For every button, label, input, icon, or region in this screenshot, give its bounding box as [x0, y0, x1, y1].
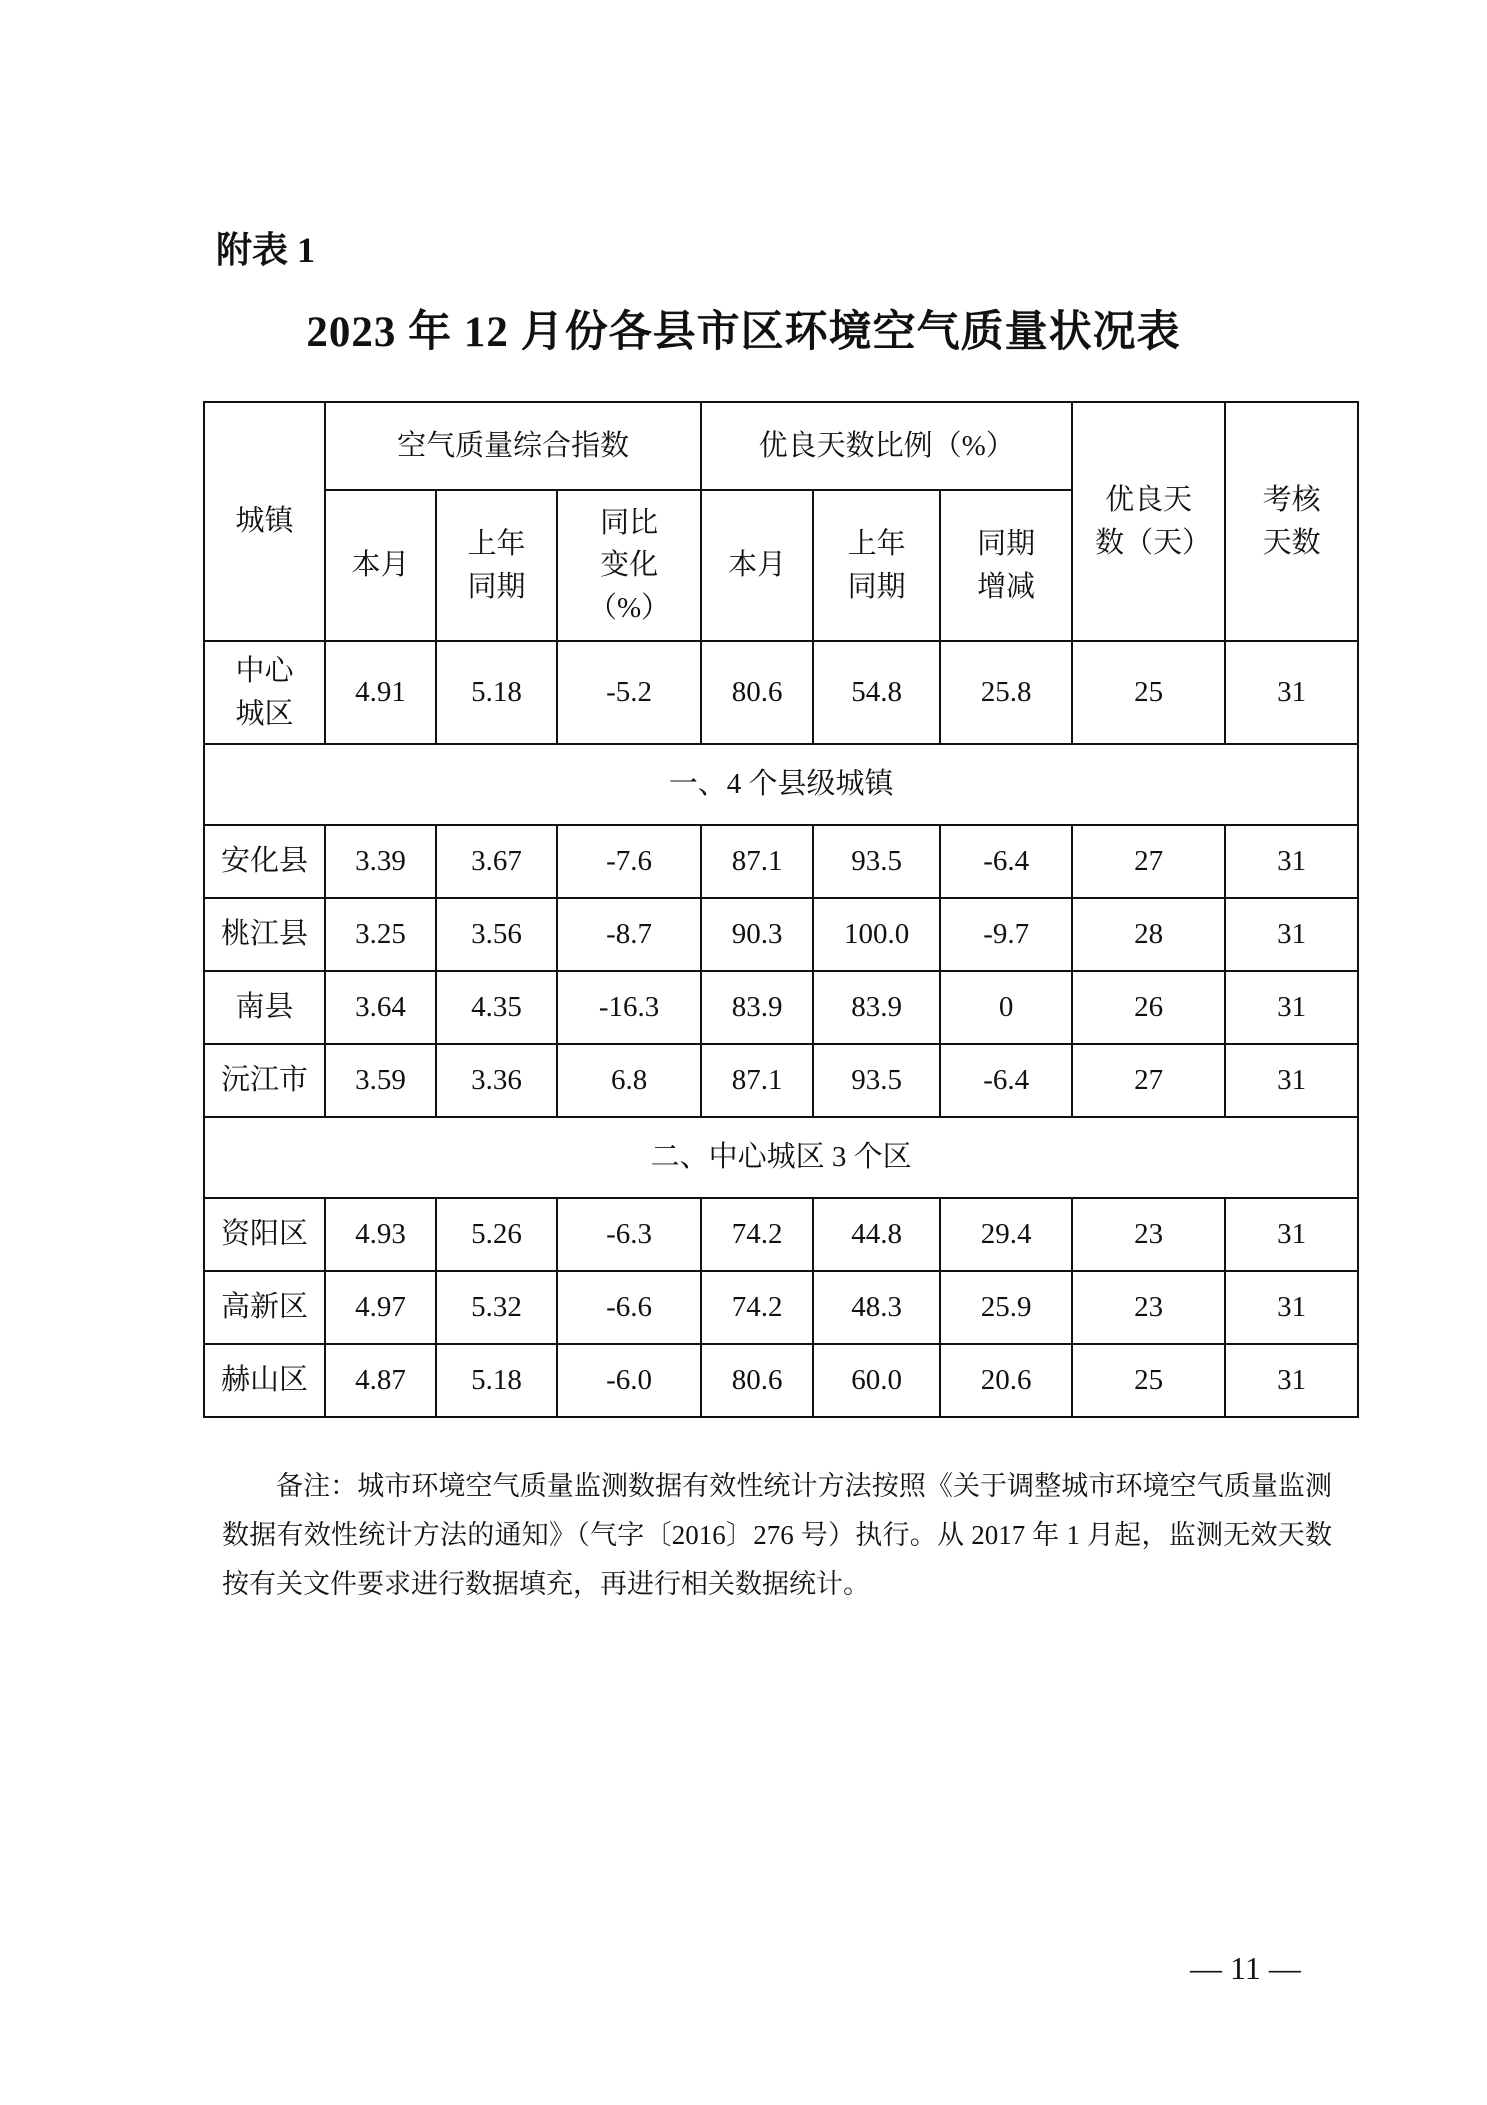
cell: 3.64: [325, 971, 436, 1044]
cell: 27: [1072, 825, 1225, 898]
cell: 4.97: [325, 1271, 436, 1344]
table-row: [204, 971, 1358, 1044]
cell: 74.2: [701, 1198, 813, 1271]
table-row: [204, 1198, 1358, 1271]
cell: 31: [1225, 898, 1358, 971]
cell: 4.87: [325, 1344, 436, 1417]
cell: -6.4: [940, 825, 1072, 898]
header-good-days: 优良天数（天）: [1072, 402, 1225, 641]
cell: 31: [1225, 825, 1358, 898]
cell-town: 中心城区: [204, 641, 325, 744]
cell: 3.59: [325, 1044, 436, 1117]
cell: 31: [1225, 1044, 1358, 1117]
cell: -7.6: [557, 825, 701, 898]
cell-town: 高新区: [204, 1271, 325, 1344]
cell: 0: [940, 971, 1072, 1044]
header-aqi-change: 同比变化（%）: [557, 490, 701, 641]
cell: 3.36: [436, 1044, 557, 1117]
cell-town: 桃江县: [204, 898, 325, 971]
cell: 60.0: [813, 1344, 940, 1417]
cell: 100.0: [813, 898, 940, 971]
cell: 48.3: [813, 1271, 940, 1344]
cell: 74.2: [701, 1271, 813, 1344]
cell: 23: [1072, 1271, 1225, 1344]
table-row: [204, 825, 1358, 898]
table-row: [204, 1271, 1358, 1344]
cell: -8.7: [557, 898, 701, 971]
header-assess-days: 考核天数: [1225, 402, 1358, 641]
cell: 31: [1225, 971, 1358, 1044]
cell: 90.3: [701, 898, 813, 971]
cell: 5.32: [436, 1271, 557, 1344]
cell: 3.39: [325, 825, 436, 898]
cell: 23: [1072, 1198, 1225, 1271]
cell: -6.4: [940, 1044, 1072, 1117]
cell: 83.9: [701, 971, 813, 1044]
table-row: [204, 898, 1358, 971]
cell: -6.0: [557, 1344, 701, 1417]
cell: -9.7: [940, 898, 1072, 971]
cell: 3.67: [436, 825, 557, 898]
cell: 44.8: [813, 1198, 940, 1271]
cell: 31: [1225, 641, 1358, 744]
table-row-center: [204, 641, 1358, 744]
cell: 83.9: [813, 971, 940, 1044]
header-ratio-change: 同期增减: [940, 490, 1072, 641]
section-heading-counties: 一、4 个县级城镇: [204, 744, 1358, 825]
footnote: 备注：城市环境空气质量监测数据有效性统计方法按照《关于调整城市环境空气质量监测数据有效性统计方法的通知》（气字〔2016〕276 号）执行。从 2017 年 1 月起，监测无效天数按有关文件要求进行数据填充，再进行相关数据统计。: [222, 1471, 1332, 1599]
cell: 29.4: [940, 1198, 1072, 1271]
cell: 3.56: [436, 898, 557, 971]
cell: 25.8: [940, 641, 1072, 744]
cell: 80.6: [701, 641, 813, 744]
cell: 26: [1072, 971, 1225, 1044]
cell: -5.2: [557, 641, 701, 744]
cell: 25.9: [940, 1271, 1072, 1344]
cell: 5.26: [436, 1198, 557, 1271]
cell: 4.35: [436, 971, 557, 1044]
cell: 20.6: [940, 1344, 1072, 1417]
header-ratio-current: 本月: [701, 490, 813, 641]
cell-town: 资阳区: [204, 1198, 325, 1271]
cell-town: 南县: [204, 971, 325, 1044]
cell: 4.93: [325, 1198, 436, 1271]
header-ratio-group: 优良天数比例（%）: [701, 402, 1072, 490]
cell: 5.18: [436, 641, 557, 744]
cell: 31: [1225, 1344, 1358, 1417]
table-row: [204, 1344, 1358, 1417]
cell: -6.6: [557, 1271, 701, 1344]
cell: 6.8: [557, 1044, 701, 1117]
appendix-label: 附表 1: [216, 230, 316, 270]
cell: -6.3: [557, 1198, 701, 1271]
header-aqi-previous: 上年同期: [436, 490, 557, 641]
cell: 28: [1072, 898, 1225, 971]
cell-town: 安化县: [204, 825, 325, 898]
page-number: — 11 —: [1190, 1950, 1301, 1986]
header-town: 城镇: [204, 402, 325, 641]
table-row: [204, 1044, 1358, 1117]
cell: 25: [1072, 641, 1225, 744]
header-aqi-group: 空气质量综合指数: [325, 402, 701, 490]
cell: 54.8: [813, 641, 940, 744]
cell: -16.3: [557, 971, 701, 1044]
cell: 25: [1072, 1344, 1225, 1417]
cell: 93.5: [813, 825, 940, 898]
cell: 3.25: [325, 898, 436, 971]
cell: 31: [1225, 1271, 1358, 1344]
cell: 27: [1072, 1044, 1225, 1117]
header-ratio-previous: 上年同期: [813, 490, 940, 641]
cell: 80.6: [701, 1344, 813, 1417]
header-aqi-current: 本月: [325, 490, 436, 641]
cell: 31: [1225, 1198, 1358, 1271]
cell: 87.1: [701, 1044, 813, 1117]
cell: 87.1: [701, 825, 813, 898]
cell: 5.18: [436, 1344, 557, 1417]
section-heading-districts: 二、中心城区 3 个区: [204, 1117, 1358, 1198]
cell-town: 沅江市: [204, 1044, 325, 1117]
cell: 4.91: [325, 641, 436, 744]
cell: 93.5: [813, 1044, 940, 1117]
cell-town: 赫山区: [204, 1344, 325, 1417]
air-quality-table: [203, 401, 1359, 1418]
page-title: 2023 年 12 月份各县市区环境空气质量状况表: [306, 309, 1181, 356]
